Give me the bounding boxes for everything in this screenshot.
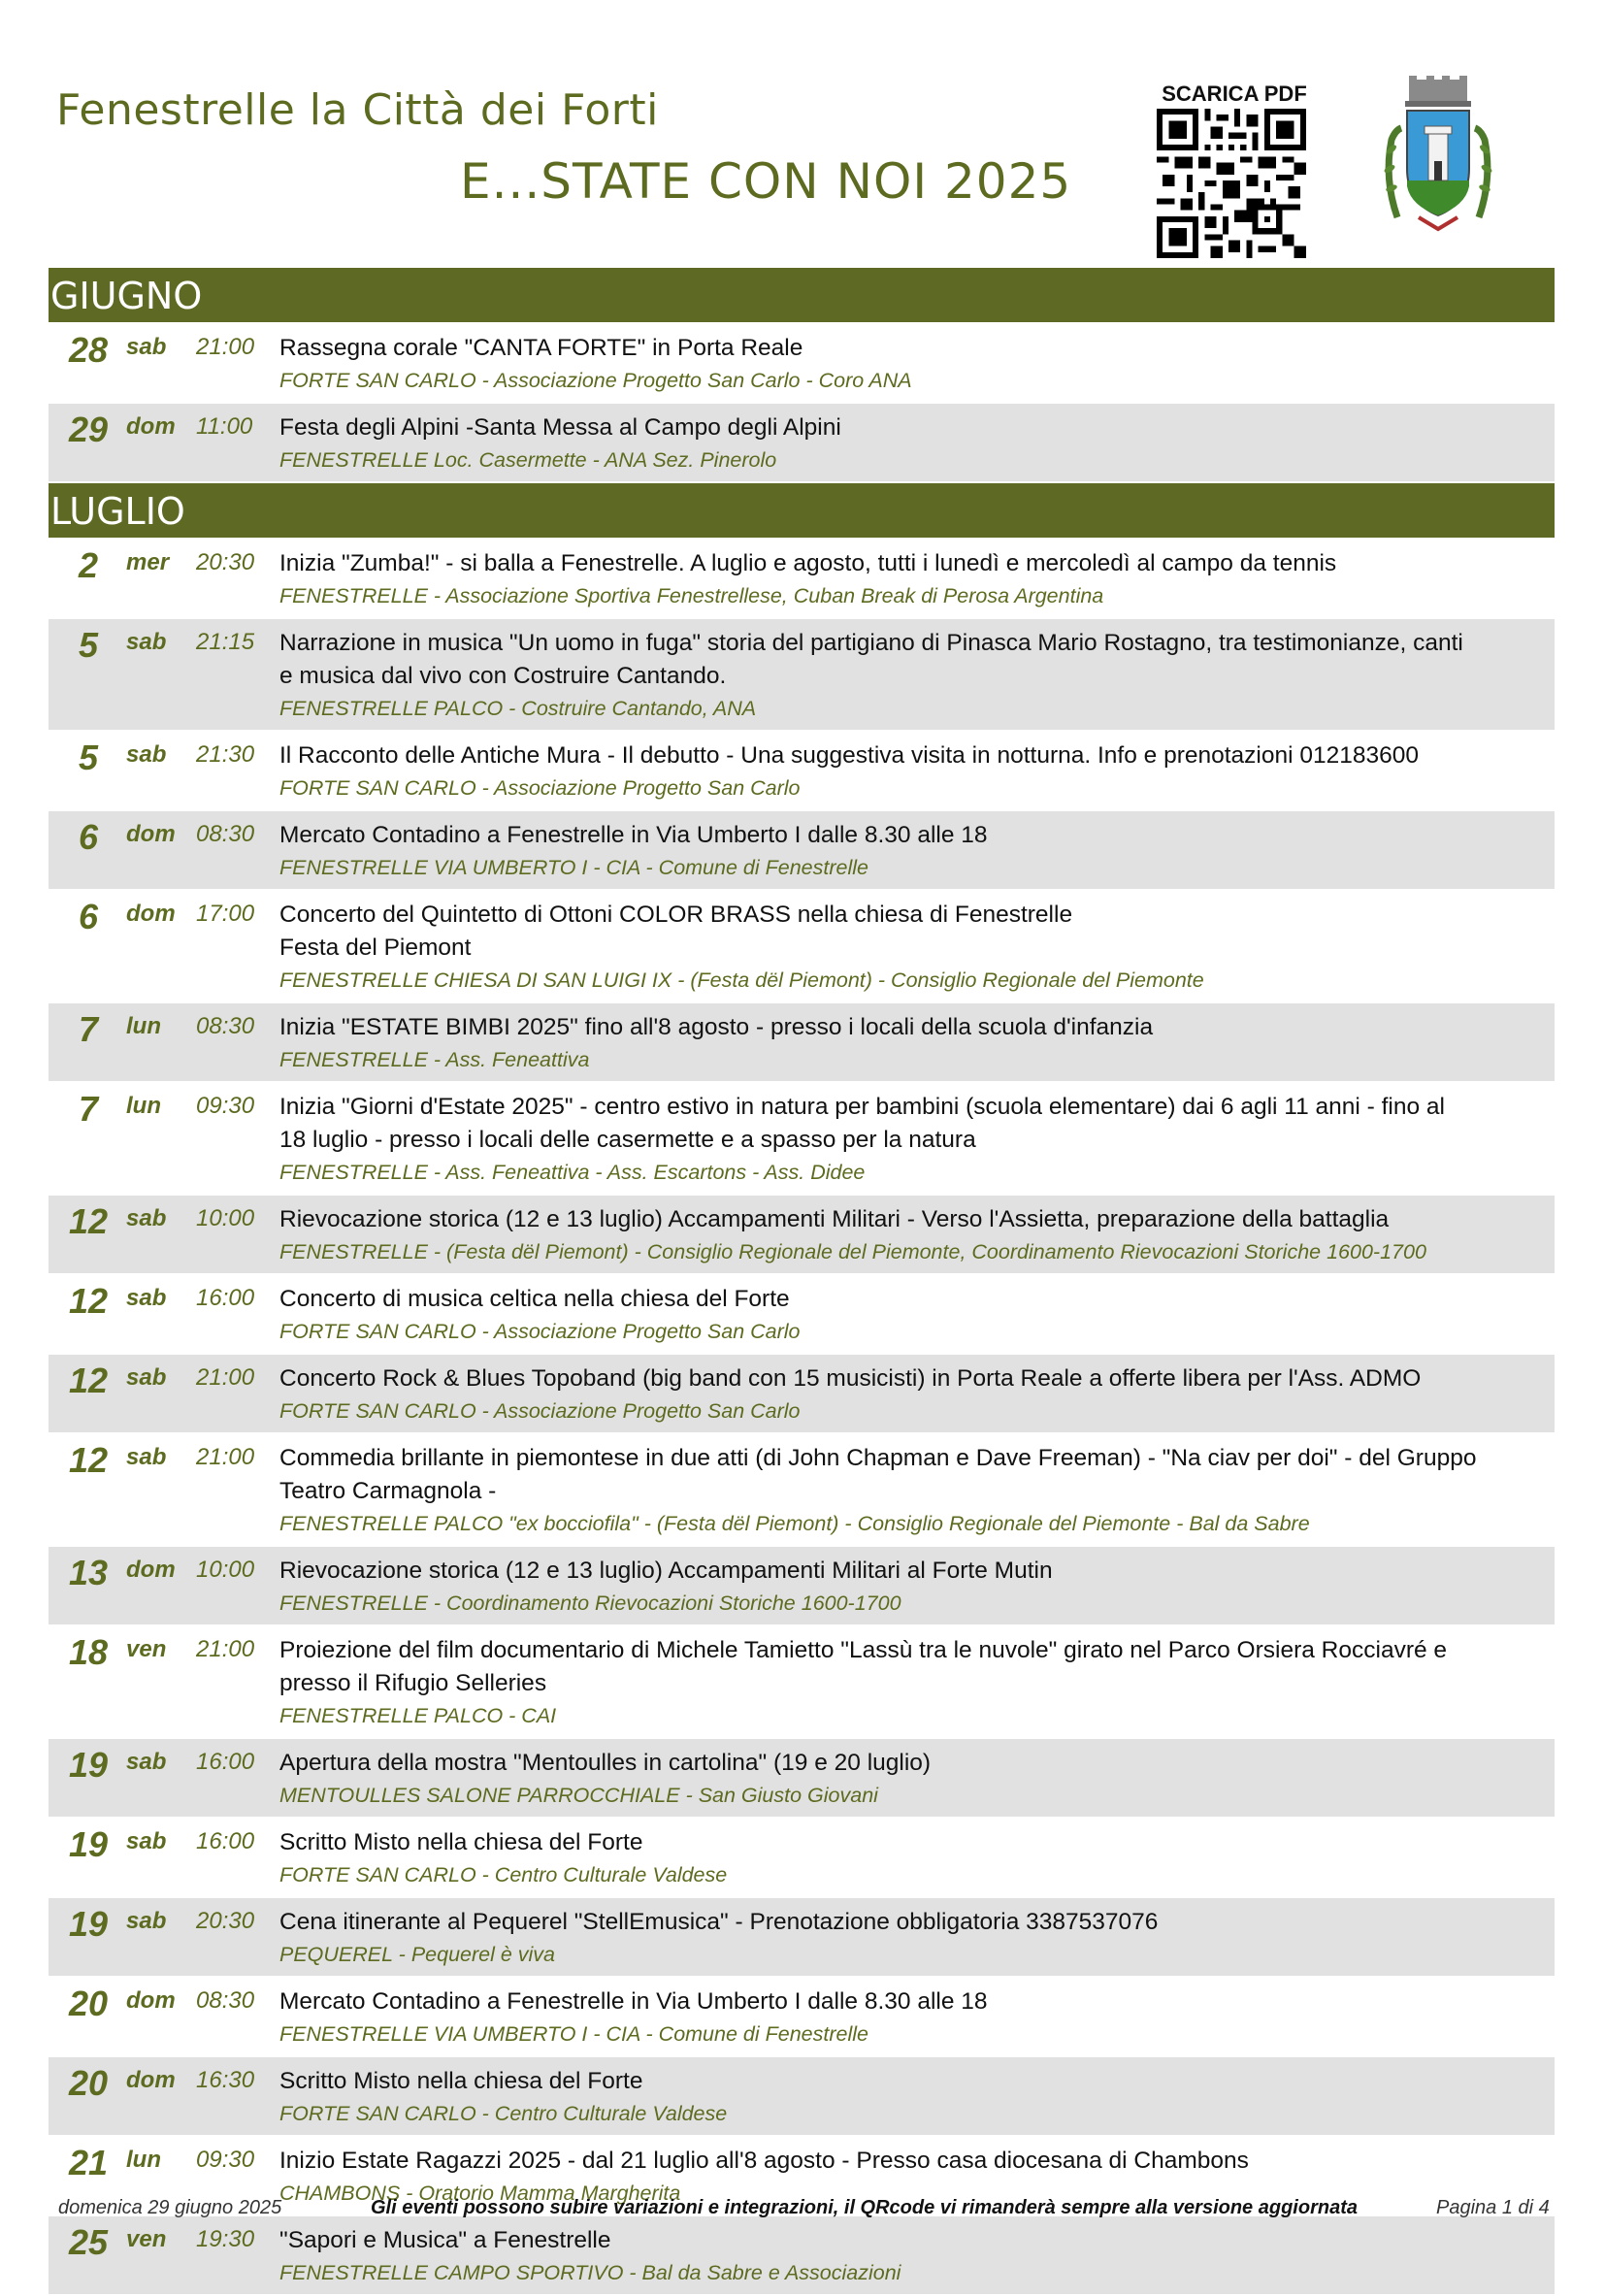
- event-description: Scritto Misto nella chiesa del Forte: [279, 1829, 643, 1855]
- event-time: 21:30: [196, 741, 255, 768]
- event-time: 10:00: [196, 1557, 255, 1583]
- event-row: [49, 540, 1555, 619]
- event-description: Apertura della mostra "Mentoulles in cartolina" (19 e 20 luglio): [279, 1750, 932, 1776]
- event-weekday: sab: [126, 1908, 167, 1934]
- event-time: 09:30: [196, 2147, 255, 2173]
- event-day: 19: [68, 1745, 109, 1785]
- event-location: FORTE SAN CARLO - Associazione Progetto San Carlo: [279, 1320, 801, 1343]
- event-location: FENESTRELLE PALCO "ex bocciofila" - (Festa dël Piemont) - Consiglio Regionale del Piemonte - Bal da Sabre: [279, 1512, 1310, 1535]
- event-row: [49, 1978, 1555, 2057]
- event-location: FENESTRELLE - Associazione Sportiva Fenestrellese, Cuban Break di Perosa Argentina: [279, 584, 1104, 607]
- event-day: 19: [68, 1904, 109, 1944]
- event-location: FENESTRELLE - Ass. Feneattiva - Ass. Escartons - Ass. Didee: [279, 1161, 866, 1184]
- event-day: 6: [78, 897, 99, 936]
- event-weekday: ven: [126, 2226, 167, 2252]
- event-day: 12: [68, 1281, 109, 1321]
- event-time: 08:30: [196, 1987, 255, 2014]
- event-time: 20:30: [196, 1908, 255, 1934]
- event-time: 16:00: [196, 1828, 255, 1854]
- page-header: [0, 0, 1605, 262]
- event-row: [49, 1275, 1555, 1355]
- event-weekday: sab: [126, 629, 167, 655]
- event-description: Concerto Rock & Blues Topoband (big band con 15 musicisti) in Porta Reale a offerte libera per l'Ass. ADMO: [279, 1365, 1422, 1392]
- event-weekday: dom: [126, 2067, 176, 2093]
- event-weekday: lun: [126, 1093, 161, 1119]
- event-row: [49, 1083, 1555, 1196]
- event-time: 08:30: [196, 1013, 255, 1039]
- event-description: Narrazione in musica "Un uomo in fuga" storia del partigiano di Pinasca Mario Rostagno, tra testimonianze, canti e musica dal vivo con Costruire Cantando.: [279, 630, 1463, 689]
- event-day: 12: [68, 1440, 109, 1480]
- event-day: 12: [68, 1361, 109, 1400]
- event-location: FENESTRELLE CHIESA DI SAN LUIGI IX - (Festa dël Piemont) - Consiglio Regionale del Piemonte: [279, 968, 1204, 992]
- footer-date: domenica 29 giugno 2025: [58, 2197, 282, 2218]
- month-header: GIUGNO: [49, 268, 1555, 322]
- event-day: 13: [68, 1553, 109, 1592]
- event-time: 19:30: [196, 2226, 255, 2252]
- event-description: Rassegna corale "CANTA FORTE" in Porta Reale: [279, 335, 803, 361]
- event-row: [49, 891, 1555, 1003]
- event-description: Concerto del Quintetto di Ottoni COLOR BRASS nella chiesa di Fenestrelle Festa del Piemont: [279, 902, 1073, 961]
- event-location: FENESTRELLE PALCO - Costruire Cantando, ANA: [279, 697, 757, 720]
- event-row: [49, 1898, 1555, 1978]
- event-description: Scritto Misto nella chiesa del Forte: [279, 2068, 643, 2094]
- event-weekday: sab: [126, 1828, 167, 1854]
- qr-code-icon[interactable]: [1157, 109, 1306, 258]
- event-row: [49, 1547, 1555, 1626]
- event-location: FORTE SAN CARLO - Associazione Progetto San Carlo - Coro ANA: [279, 369, 912, 392]
- event-weekday: lun: [126, 1013, 161, 1039]
- event-location: FENESTRELLE - (Festa dël Piemont) - Consiglio Regionale del Piemonte, Coordinamento Rievocazioni Storiche 1600-1700: [279, 1240, 1426, 1263]
- footer-note: Gli eventi possono subire variazioni e integrazioni, il QRcode vi rimanderà sempre alla versione aggiornata: [371, 2197, 1358, 2218]
- event-description: Inizia "ESTATE BIMBI 2025" fino all'8 agosto - presso i locali della scuola d'infanzia: [279, 1014, 1154, 1040]
- event-location: FENESTRELLE - Coordinamento Rievocazioni Storiche 1600-1700: [279, 1591, 901, 1615]
- event-location: FORTE SAN CARLO - Associazione Progetto San Carlo: [279, 776, 801, 800]
- event-weekday: ven: [126, 1636, 167, 1662]
- event-weekday: dom: [126, 821, 176, 847]
- event-day: 19: [68, 1824, 109, 1864]
- event-description: Il Racconto delle Antiche Mura - Il debutto - Una suggestiva visita in notturna. Info e prenotazioni 012183600: [279, 742, 1420, 769]
- event-description: Rievocazione storica (12 e 13 luglio) Accampamenti Militari - Verso l'Assietta, preparazione della battaglia: [279, 1206, 1390, 1232]
- event-time: 16:00: [196, 1285, 255, 1311]
- event-day: 5: [78, 738, 99, 777]
- event-description: Rievocazione storica (12 e 13 luglio) Accampamenti Militari al Forte Mutin: [279, 1558, 1053, 1584]
- event-weekday: sab: [126, 1444, 167, 1470]
- event-weekday: sab: [126, 1285, 167, 1311]
- event-time: 21:00: [196, 334, 255, 360]
- event-day: 6: [78, 817, 99, 857]
- event-day: 18: [68, 1632, 109, 1672]
- month-header: LUGLIO: [49, 483, 1555, 538]
- event-location: FENESTRELLE CAMPO SPORTIVO - Bal da Sabre e Associazioni: [279, 2261, 901, 2284]
- event-weekday: dom: [126, 1557, 176, 1583]
- event-day: 5: [78, 625, 99, 665]
- event-location: CHAMBONS - Oratorio Mamma Margherita: [279, 2181, 681, 2205]
- event-weekday: dom: [126, 1987, 176, 2014]
- event-description: Concerto di musica celtica nella chiesa del Forte: [279, 1286, 790, 1312]
- event-row: [49, 1626, 1555, 1739]
- event-row: [49, 1355, 1555, 1434]
- page-footer: [0, 2193, 1605, 2232]
- event-description: Commedia brillante in piemontese in due atti (di John Chapman e Dave Freeman) - "Na ciav per doi" - del Gruppo Teatro Carmagnola -: [279, 1445, 1477, 1504]
- events-list: [49, 268, 1555, 2296]
- event-day: 29: [68, 410, 109, 449]
- event-day: 7: [78, 1009, 99, 1049]
- event-location: PEQUEREL - Pequerel è viva: [279, 1943, 556, 1966]
- event-time: 21:00: [196, 1636, 255, 1662]
- event-day: 25: [68, 2222, 109, 2262]
- event-row: [49, 1003, 1555, 1083]
- event-weekday: sab: [126, 1205, 167, 1231]
- page-subtitle: E...STATE CON NOI 2025: [460, 153, 1072, 210]
- event-row: [49, 404, 1555, 483]
- page-title: Fenestrelle la Città dei Forti: [56, 85, 659, 135]
- event-weekday: sab: [126, 1364, 167, 1391]
- event-description: Cena itinerante al Pequerel "StellEmusica" - Prenotazione obbligatoria 3387537076: [279, 1909, 1159, 1935]
- event-weekday: dom: [126, 413, 176, 440]
- event-location: FENESTRELLE PALCO - CAI: [279, 1704, 557, 1727]
- event-row: [49, 811, 1555, 891]
- qr-label: SCARICA PDF: [1162, 82, 1307, 106]
- event-time: 20:30: [196, 549, 255, 575]
- event-row: [49, 324, 1555, 404]
- event-time: 21:00: [196, 1444, 255, 1470]
- event-weekday: sab: [126, 741, 167, 768]
- event-weekday: mer: [126, 549, 170, 575]
- event-weekday: lun: [126, 2147, 161, 2173]
- event-row: [49, 732, 1555, 811]
- event-day: 28: [68, 330, 109, 370]
- event-row: [49, 1434, 1555, 1547]
- event-location: FORTE SAN CARLO - Centro Culturale Valdese: [279, 2102, 728, 2125]
- event-time: 08:30: [196, 821, 255, 847]
- event-row: [49, 1739, 1555, 1819]
- event-description: Mercato Contadino a Fenestrelle in Via Umberto I dalle 8.30 alle 18: [279, 822, 988, 848]
- event-description: "Sapori e Musica" a Fenestrelle: [279, 2227, 611, 2253]
- event-time: 16:00: [196, 1749, 255, 1775]
- event-time: 09:30: [196, 1093, 255, 1119]
- event-time: 16:30: [196, 2067, 255, 2093]
- event-description: Mercato Contadino a Fenestrelle in Via Umberto I dalle 8.30 alle 18: [279, 1988, 988, 2015]
- event-weekday: sab: [126, 1749, 167, 1775]
- footer-page-number: Pagina 1 di 4: [1436, 2197, 1550, 2218]
- event-weekday: sab: [126, 334, 167, 360]
- event-time: 11:00: [196, 413, 253, 440]
- event-day: 21: [68, 2143, 109, 2182]
- event-location: FENESTRELLE VIA UMBERTO I - CIA - Comune di Fenestrelle: [279, 2022, 868, 2046]
- event-location: FORTE SAN CARLO - Associazione Progetto San Carlo: [279, 1399, 801, 1423]
- event-row: [49, 2057, 1555, 2137]
- event-day: 7: [78, 1089, 99, 1129]
- event-location: FENESTRELLE VIA UMBERTO I - CIA - Comune di Fenestrelle: [279, 856, 868, 879]
- event-description: Festa degli Alpini -Santa Messa al Campo degli Alpini: [279, 414, 841, 441]
- event-time: 10:00: [196, 1205, 255, 1231]
- event-row: [49, 619, 1555, 732]
- event-row: [49, 1819, 1555, 1898]
- event-location: FORTE SAN CARLO - Centro Culturale Valdese: [279, 1863, 728, 1886]
- event-day: 2: [78, 545, 99, 585]
- event-time: 21:00: [196, 1364, 255, 1391]
- event-weekday: dom: [126, 901, 176, 927]
- event-location: FENESTRELLE - Ass. Feneattiva: [279, 1048, 590, 1071]
- event-location: FENESTRELLE Loc. Casermette - ANA Sez. Pinerolo: [279, 448, 777, 472]
- event-day: 20: [68, 1984, 109, 2023]
- event-row: [49, 1196, 1555, 1275]
- municipal-crest-icon: [1380, 72, 1496, 237]
- event-description: Inizia "Giorni d'Estate 2025" - centro estivo in natura per bambini (scuola elementare) dai 6 agli 11 anni - fino al 18 luglio - presso i locali delle casermette e a spasso per la natura: [279, 1094, 1445, 1153]
- event-day: 20: [68, 2063, 109, 2103]
- event-description: Proiezione del film documentario di Michele Tamietto "Lassù tra le nuvole" girato nel Parco Orsiera Rocciavré e presso il Rifugio Selleries: [279, 1637, 1448, 1696]
- event-description: Inizio Estate Ragazzi 2025 - dal 21 luglio all'8 agosto - Presso casa diocesana di Chambons: [279, 2148, 1249, 2174]
- event-description: Inizia "Zumba!" - si balla a Fenestrelle. A luglio e agosto, tutti i lunedì e mercoledì al campo da tennis: [279, 550, 1337, 576]
- event-time: 21:15: [196, 629, 255, 655]
- event-day: 12: [68, 1201, 109, 1241]
- event-time: 17:00: [196, 901, 255, 927]
- event-location: MENTOULLES SALONE PARROCCHIALE - San Giusto Giovani: [279, 1784, 878, 1807]
- qr-download[interactable]: [1157, 82, 1312, 258]
